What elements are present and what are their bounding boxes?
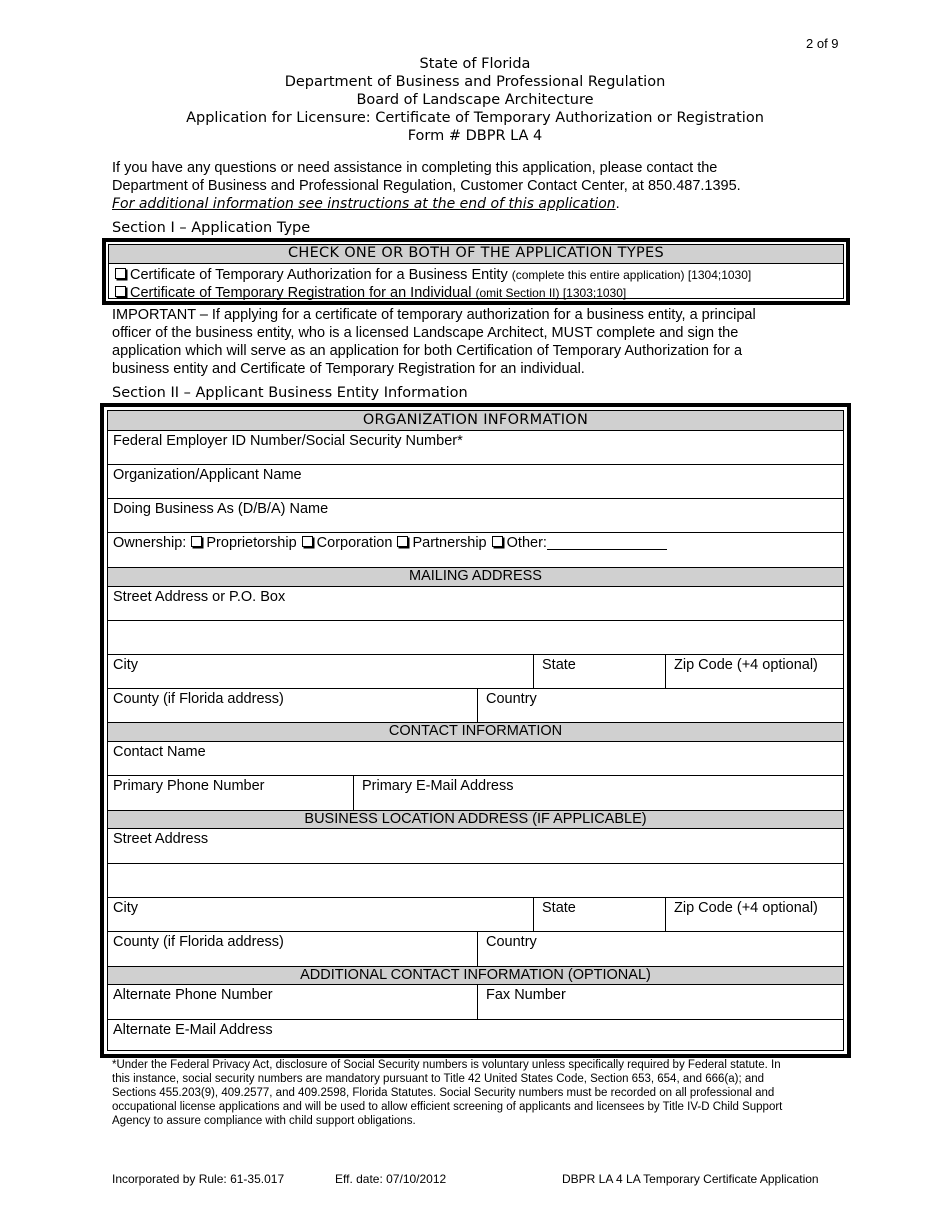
other-ownership-input[interactable]	[547, 535, 667, 550]
header-board: Board of Landscape Architecture	[356, 92, 594, 108]
header-application-title: Application for Licensure: Certificate of Temporary Authorization or Registration	[186, 110, 764, 126]
mailing-city-row	[108, 655, 843, 689]
checkbox-proprietorship[interactable]	[191, 536, 202, 547]
section-1-title: Section I – Application Type	[112, 220, 311, 236]
important-line-3: application which will serve as an application for both Certification of Temporary Authorization for a	[112, 343, 743, 359]
business-location-header: BUSINESS LOCATION ADDRESS (IF APPLICABLE)	[108, 811, 843, 829]
footnote-line-5: Agency to assure compliance with child support obligations.	[112, 1115, 416, 1127]
business-state-field[interactable]: State	[533, 898, 665, 931]
contact-info-header: CONTACT INFORMATION	[108, 723, 843, 742]
primary-email-field[interactable]: Primary E-Mail Address	[353, 776, 843, 810]
instructions-link[interactable]: For additional information see instructions at the end of this application	[112, 196, 616, 212]
business-street-line-2[interactable]	[108, 864, 843, 898]
footnote-line-2: this instance, social security numbers are mandatory pursuant to Title 42 United States Code, Section 653, 654, and 666(a); and	[112, 1073, 765, 1085]
header-state: State of Florida	[419, 56, 531, 72]
important-line-4: business entity and Certificate of Temporary Registration for an individual.	[112, 361, 585, 377]
alternate-email-field[interactable]: Alternate E-Mail Address	[113, 1022, 273, 1038]
mailing-zip-field[interactable]: Zip Code (+4 optional)	[665, 655, 843, 688]
additional-contact-header: ADDITIONAL CONTACT INFORMATION (OPTIONAL)	[108, 967, 843, 985]
mailing-county-field[interactable]: County (if Florida address)	[113, 691, 284, 707]
checkbox-partnership[interactable]	[397, 536, 408, 547]
checkbox-business-entity[interactable]	[115, 268, 126, 279]
business-city-field[interactable]: City	[113, 900, 138, 916]
footnote-line-1: *Under the Federal Privacy Act, disclosure of Social Security numbers is voluntary unless specifically required by Federal statute. In	[112, 1059, 781, 1071]
contact-name-field[interactable]: Contact Name	[108, 742, 843, 776]
fein-field[interactable]: Federal Employer ID Number/Social Security Number*	[108, 431, 843, 465]
header-form-number: Form # DBPR LA 4	[407, 128, 543, 144]
intro-line-3: For additional information see instructions at the end of this application.	[112, 196, 620, 212]
business-entity-box	[100, 403, 851, 1058]
checkbox-other[interactable]	[492, 536, 503, 547]
mailing-country-field[interactable]: Country	[477, 689, 843, 722]
mailing-state-field[interactable]: State	[533, 655, 665, 688]
mailing-street-field[interactable]: Street Address or P.O. Box	[108, 587, 843, 621]
important-line-1: IMPORTANT – If applying for a certificate of temporary authorization for a business entity, a principal	[112, 307, 756, 323]
section-2-title: Section II – Applicant Business Entity Information	[112, 385, 468, 401]
business-county-row	[108, 932, 843, 967]
option-business-entity: Certificate of Temporary Authorization for a Business Entity (complete this entire application) [1304;1030]	[114, 266, 751, 284]
mailing-street-line-2[interactable]	[108, 621, 843, 655]
important-line-2: officer of the business entity, who is a licensed Landscape Architect, MUST complete and sign the	[112, 325, 739, 341]
checkbox-individual[interactable]	[115, 286, 126, 297]
intro-line-1: If you have any questions or need assistance in completing this application, please contact the	[112, 160, 718, 176]
organization-header: ORGANIZATION INFORMATION	[108, 411, 843, 431]
footer-form-name: DBPR LA 4 LA Temporary Certificate Application	[562, 1172, 819, 1186]
mailing-county-row	[108, 689, 843, 723]
intro-line-2: Department of Business and Professional Regulation, Customer Contact Center, at 850.487.1395.	[112, 178, 741, 194]
header-department: Department of Business and Professional Regulation	[284, 74, 666, 90]
business-street-field[interactable]: Street Address	[108, 829, 843, 864]
alternate-phone-field[interactable]: Alternate Phone Number	[113, 987, 273, 1003]
alternate-contact-row	[108, 985, 843, 1020]
checkbox-corporation[interactable]	[302, 536, 313, 547]
business-zip-field[interactable]: Zip Code (+4 optional)	[665, 898, 843, 931]
application-type-header: CHECK ONE OR BOTH OF THE APPLICATION TYPES	[109, 245, 843, 264]
business-county-field[interactable]: County (if Florida address)	[113, 934, 284, 950]
application-type-box	[102, 238, 850, 305]
ownership-row: Ownership: Proprietorship Corporation Partnership Other:	[108, 533, 843, 568]
mailing-address-header: MAILING ADDRESS	[108, 568, 843, 587]
page-number: 2 of 9	[806, 36, 839, 51]
mailing-city-field[interactable]: City	[113, 657, 138, 673]
business-city-row	[108, 898, 843, 932]
primary-phone-field[interactable]: Primary Phone Number	[113, 778, 265, 794]
footer-rule: Incorporated by Rule: 61-35.017	[112, 1172, 285, 1186]
fax-field[interactable]: Fax Number	[477, 985, 843, 1019]
dba-field[interactable]: Doing Business As (D/B/A) Name	[108, 499, 843, 533]
business-country-field[interactable]: Country	[477, 932, 843, 966]
option-individual: Certificate of Temporary Registration for an Individual (omit Section II) [1303;1030]	[114, 284, 626, 302]
footnote-line-4: occupational license applications and will be used to allow efficient screening of applicants and licensees by Title IV-D Child Support	[112, 1101, 783, 1113]
footnote-line-3: Sections 455.203(9), 409.2577, and 409.2598, Florida Statutes. Social Security numbers must be recorded on all professional and	[112, 1087, 775, 1099]
contact-phone-row	[108, 776, 843, 811]
organization-name-field[interactable]: Organization/Applicant Name	[108, 465, 843, 499]
footer-effective-date: Eff. date: 07/10/2012	[335, 1172, 447, 1186]
